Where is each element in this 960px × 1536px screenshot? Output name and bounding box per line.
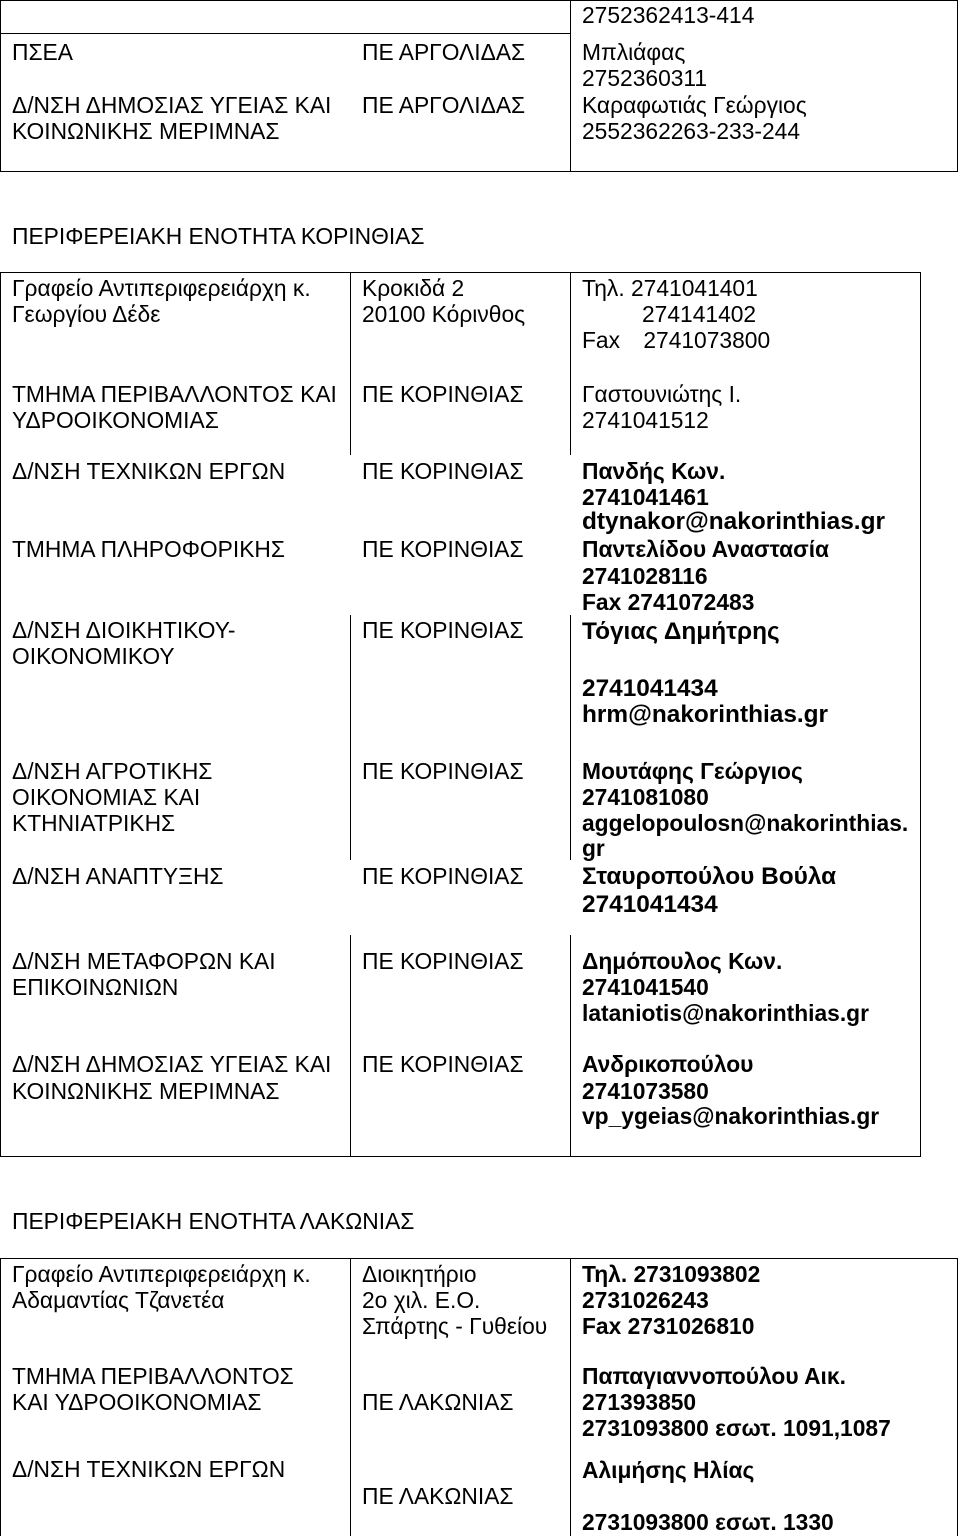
department-name: ΚΟΙΝΩΝΙΚΗΣ ΜΕΡΙΜΝΑΣ [12, 1078, 280, 1104]
table-border-left [0, 1258, 1, 1536]
department-name: Δ/ΝΣΗ ΔΙΟΙΚΗΤΙΚΟΥ- [12, 617, 236, 643]
contact-phone: 2731026243 [582, 1287, 709, 1313]
column-divider [350, 1258, 351, 1536]
contact-phone: 2741041434 [582, 891, 718, 918]
contact-person: Πανδής Κων. [582, 458, 726, 484]
contact-phone: Τηλ. 2741041401 [582, 275, 758, 301]
regional-unit: ΠΕ ΚΟΡΙΝΘΙΑΣ [362, 381, 524, 407]
section-heading-korinthia: ΠΕΡΙΦΕΡΕΙΑΚΗ ΕΝΟΤΗΤΑ ΚΟΡΙΝΘΙΑΣ [12, 223, 425, 249]
contact-phone: 2741041540 [582, 974, 709, 1000]
section-heading-lakonia: ΠΕΡΙΦΕΡΕΙΑΚΗ ΕΝΟΤΗΤΑ ΛΑΚΩΝΙΑΣ [12, 1208, 415, 1234]
contact-person: Μουτάφης Γεώργιος [582, 758, 803, 784]
contact-phone: 271393850 [582, 1389, 697, 1415]
department-name: ΤΜΗΜΑ ΠΛΗΡΟΦΟΡΙΚΗΣ [12, 536, 285, 562]
contact-phone: 2741041512 [582, 407, 709, 433]
department-name: Δ/ΝΣΗ ΑΓΡΟΤΙΚΗΣ [12, 758, 213, 784]
contact-email: gr [582, 835, 605, 861]
department-name: Δ/ΝΣΗ ΤΕΧΝΙΚΩΝ ΕΡΓΩΝ [12, 458, 286, 484]
contact-person: Ανδρικοπούλου [582, 1051, 754, 1077]
table-border-bottom [0, 171, 958, 172]
column-divider [350, 272, 351, 455]
office-address: Κροκιδά 2 [362, 275, 465, 301]
department-name: Αδαμαντίας Τζανετέα [12, 1287, 225, 1313]
department-name: Δ/ΝΣΗ ΜΕΤΑΦΟΡΩΝ ΚΑΙ [12, 948, 276, 974]
table-border-top [0, 0, 958, 1]
contact-email: vp_ygeias@nakorinthias.gr [582, 1103, 880, 1129]
table-border-right [957, 0, 958, 172]
contact-person: Αλιμήσης Ηλίας [582, 1457, 755, 1483]
department-name: ΕΠΙΚΟΙΝΩΝΙΩΝ [12, 974, 179, 1000]
regional-unit: ΠΕ ΛΑΚΩΝΙΑΣ [362, 1389, 514, 1415]
department-name: ΚΑΙ ΥΔΡΟΟΙΚΟΝΟΜΙΑΣ [12, 1389, 262, 1415]
department-name: ΤΜΗΜΑ ΠΕΡΙΒΑΛΛΟΝΤΟΣ ΚΑΙ [12, 381, 337, 407]
contact-email: dtynakor@nakorinthias.gr [582, 508, 885, 535]
regional-unit: ΠΕ ΚΟΡΙΝΘΙΑΣ [362, 458, 524, 484]
table-border-top [0, 272, 921, 273]
table-border-top [0, 1258, 958, 1259]
regional-unit: ΠΕ ΚΟΡΙΝΘΙΑΣ [362, 863, 524, 889]
department-name: ΥΔΡΟΟΙΚΟΝΟΜΙΑΣ [12, 407, 219, 433]
department-name: Δ/ΝΣΗ ΔΗΜΟΣΙΑΣ ΥΓΕΙΑΣ ΚΑΙ [12, 92, 332, 118]
regional-unit: ΠΕ ΑΡΓΟΛΙΔΑΣ [362, 92, 526, 118]
department-name: ΟΙΚΟΝΟΜΙΑΣ ΚΑΙ [12, 784, 201, 810]
table-border-left [0, 0, 1, 172]
contact-phone: 274141402 [642, 301, 757, 327]
regional-unit: ΠΕ ΑΡΓΟΛΙΔΑΣ [362, 39, 526, 65]
contact-phone: 2741081080 [582, 784, 709, 810]
column-divider [570, 1258, 571, 1536]
contact-phone: Τηλ. 2731093802 [582, 1261, 761, 1287]
department-name: Δ/ΝΣΗ ΔΗΜΟΣΙΑΣ ΥΓΕΙΑΣ ΚΑΙ [12, 1051, 332, 1077]
table-border-bottom [0, 1156, 921, 1157]
contact-person: Παντελίδου Αναστασία [582, 536, 830, 562]
contact-fax: Fax 2731026810 [582, 1313, 755, 1339]
contact-phone: 2741073580 [582, 1078, 709, 1104]
column-divider [570, 272, 571, 455]
column-divider [350, 615, 351, 860]
office-address: Διοικητήριο [362, 1261, 477, 1287]
column-divider [570, 935, 571, 1156]
contact-phone: 2741041434 [582, 675, 718, 702]
contact-email: hrm@nakorinthias.gr [582, 701, 829, 728]
table-border-right [920, 272, 921, 1157]
contact-phone: 2752362413-414 [582, 2, 755, 28]
department-name: ΚΟΙΝΩΝΙΚΗΣ ΜΕΡΙΜΝΑΣ [12, 118, 280, 144]
contact-person: Τόγιας Δημήτρης [582, 618, 780, 645]
regional-unit: ΠΕ ΚΟΡΙΝΘΙΑΣ [362, 536, 524, 562]
column-divider [570, 0, 571, 172]
contact-fax: Fax 2741073800 [582, 327, 771, 353]
contact-person: Γαστουνιώτης Ι. [582, 381, 742, 407]
department-name: Δ/ΝΣΗ ΤΕΧΝΙΚΩΝ ΕΡΓΩΝ [12, 1456, 286, 1482]
department-name: ΚΤΗΝΙΑΤΡΙΚΗΣ [12, 810, 176, 836]
office-address: Σπάρτης - Γυθείου [362, 1313, 548, 1339]
department-name: ΠΣΕΑ [12, 39, 73, 65]
contact-person: Καραφωτιάς Γεώργιος [582, 92, 807, 118]
contact-fax: Fax 2741072483 [582, 589, 755, 615]
contact-person: Δημόπουλος Κων. [582, 948, 783, 974]
regional-unit: ΠΕ ΚΟΡΙΝΘΙΑΣ [362, 617, 524, 643]
contact-person: Σταυροπούλου Βούλα [582, 863, 837, 890]
column-divider [350, 935, 351, 1156]
contact-phone: 2731093800 εσωτ. 1330 [582, 1509, 834, 1535]
contact-person: Παπαγιαννοπούλου Αικ. [582, 1363, 846, 1389]
department-name: Δ/ΝΣΗ ΑΝΑΠΤΥΞΗΣ [12, 863, 224, 889]
regional-unit: ΠΕ ΚΟΡΙΝΘΙΑΣ [362, 758, 524, 784]
table-border-left [0, 272, 1, 1157]
department-name: ΟΙΚΟΝΟΜΙΚΟΥ [12, 643, 175, 669]
regional-unit: ΠΕ ΚΟΡΙΝΘΙΑΣ [362, 948, 524, 974]
contact-phone: 2741028116 [582, 563, 708, 589]
column-divider [570, 615, 571, 860]
department-name: Γραφείο Αντιπεριφερειάρχη κ. [12, 1261, 311, 1287]
contact-phone: 2752360311 [582, 65, 708, 91]
table-border-right [957, 1258, 958, 1536]
department-name: Γραφείο Αντιπεριφερειάρχη κ. [12, 275, 311, 301]
contact-phone: 2741041461 [582, 484, 709, 510]
regional-unit: ΠΕ ΚΟΡΙΝΘΙΑΣ [362, 1051, 524, 1077]
regional-unit: ΠΕ ΛΑΚΩΝΙΑΣ [362, 1483, 514, 1509]
row-divider [0, 33, 571, 34]
office-address: 2ο χιλ. Ε.Ο. [362, 1287, 481, 1313]
contact-person: Μπλιάφας [582, 39, 686, 65]
office-address: 20100 Κόρινθος [362, 301, 526, 327]
contact-email: lataniotis@nakorinthias.gr [582, 1000, 869, 1026]
contact-phone: 2552362263-233-244 [582, 118, 801, 144]
department-name: Γεωργίου Δέδε [12, 301, 161, 327]
department-name: ΤΜΗΜΑ ΠΕΡΙΒΑΛΛΟΝΤΟΣ [12, 1363, 294, 1389]
contact-phone: 2731093800 εσωτ. 1091,1087 [582, 1415, 891, 1441]
contact-email: aggelopoulosn@nakorinthias. [582, 810, 909, 836]
